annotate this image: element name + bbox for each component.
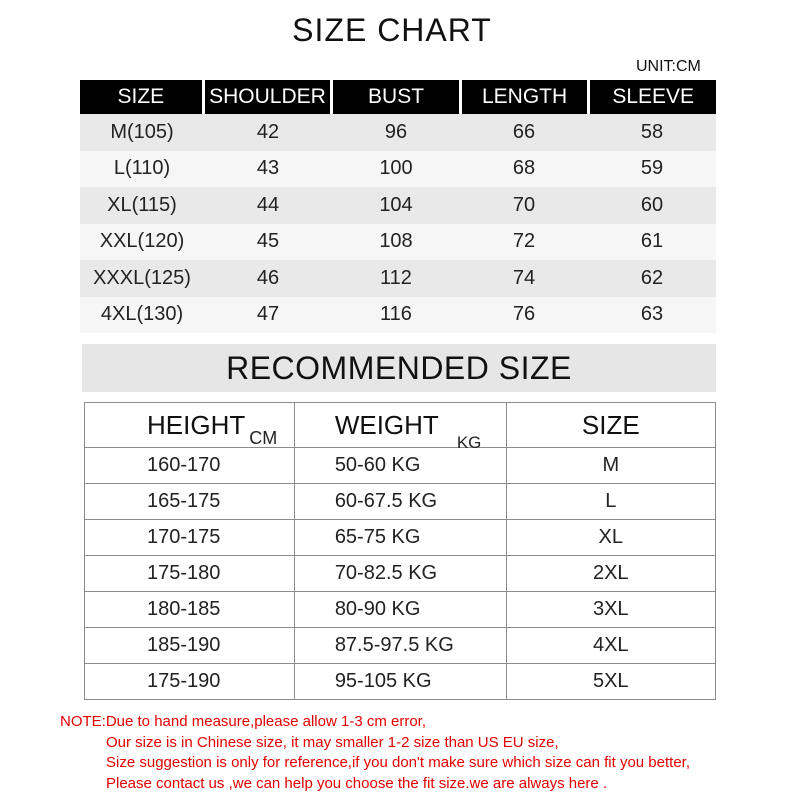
cell-weight: 65-75 KG [294,520,506,556]
cell-height: 185-190 [85,628,295,664]
cell-size: XL(115) [107,193,177,216]
recommended-size-banner: RECOMMENDED SIZE [82,344,716,392]
cell-shoulder: 46 [256,266,280,289]
cell-length: 70 [512,193,536,216]
height-label: HEIGHT [147,409,246,440]
cell-size: XXL(120) [99,230,185,253]
table-row [80,187,716,224]
cell-bust: 112 [380,266,412,289]
cell-shoulder: 47 [256,303,280,326]
cell-size: 4XL(130) [100,303,184,326]
note-line: Our size is in Chinese size, it may smaller 1-2 size than US EU size, [106,733,559,751]
cell-sleeve: 59 [640,157,664,180]
cell-rec-size: L [506,484,715,520]
size-chart-body [80,114,716,333]
cell-rec-size: 3XL [506,592,715,628]
cell-weight: 60-67.5 KG [294,484,506,520]
cell-bust: 116 [380,303,412,326]
cell-bust: 108 [379,230,413,253]
header-size: SIZE [80,80,202,114]
cell-rec-size: 2XL [506,556,715,592]
cell-height: 175-190 [85,664,295,700]
cell-sleeve: 63 [640,303,664,326]
weight-unit: KG [456,432,482,452]
cell-length: 68 [512,157,536,180]
table-row [85,556,716,592]
cell-sleeve: 60 [640,193,664,216]
header-sleeve: SLEEVE [590,80,716,114]
cell-length: 76 [512,303,536,326]
page-title: SIZE CHART [292,12,492,48]
cell-rec-size: XL [506,520,715,556]
cell-shoulder: 45 [256,230,280,253]
cell-length: 66 [512,120,536,143]
cell-length: 74 [512,266,536,289]
cell-weight: 87.5-97.5 KG [294,628,506,664]
note-line: NOTE:Due to hand measure,please allow 1-3 cm error, [60,713,426,730]
cell-weight: 50-60 KG [294,448,506,484]
recommended-size-header [85,403,716,448]
header-height [85,403,295,448]
cell-height: 170-175 [85,520,295,556]
cell-rec-size: M [506,448,715,484]
table-row [80,114,716,151]
cell-shoulder: 42 [256,120,280,143]
cell-bust: 104 [379,193,413,216]
cell-height: 180-185 [85,592,295,628]
cell-weight: 70-82.5 KG [294,556,506,592]
header-weight [294,403,506,452]
header-length: LENGTH [462,80,588,114]
cell-length: 72 [512,230,536,253]
cell-rec-size: 4XL [506,628,715,664]
cell-weight: 80-90 KG [294,592,506,628]
table-row [80,297,716,334]
table-row [85,664,716,700]
table-row [80,260,716,297]
cell-height: 160-170 [85,448,295,484]
cell-size: L(110) [113,157,171,180]
cell-sleeve: 58 [640,120,664,143]
cell-bust: 96 [384,120,408,143]
header-shoulder: SHOULDER [205,80,331,114]
cell-shoulder: 43 [256,157,280,180]
table-row [85,484,716,520]
cell-shoulder: 44 [256,193,280,216]
size-chart-table [80,78,716,333]
table-row [85,520,716,556]
cell-sleeve: 62 [640,266,664,289]
cell-bust: 100 [379,157,413,180]
cell-rec-size: 5XL [506,664,715,700]
cell-size: XXXL(125) [93,266,191,289]
cell-height: 175-180 [85,556,295,592]
size-chart-header [80,78,716,114]
cell-height: 165-175 [85,484,295,520]
note-line: Please contact us ,we can help you choose the fit size.we are always here . [106,774,608,792]
recommended-size-table [84,402,716,700]
table-row [85,628,716,664]
weight-label: WEIGHT [334,409,439,440]
cell-sleeve: 61 [640,230,664,253]
size-note [60,712,800,794]
note-line: Size suggestion is only for reference,if you don't make sure which size can fit you better, [106,754,690,771]
header-rec-size: SIZE [506,403,715,448]
cell-weight: 95-105 KG [294,664,506,700]
table-row [80,224,716,261]
table-row [85,448,716,484]
cell-size: M(105) [110,120,174,143]
header-bust: BUST [333,80,459,114]
height-unit: CM [249,427,278,448]
table-row [80,151,716,188]
unit-label: UNIT:CM [636,58,701,75]
table-row [85,592,716,628]
